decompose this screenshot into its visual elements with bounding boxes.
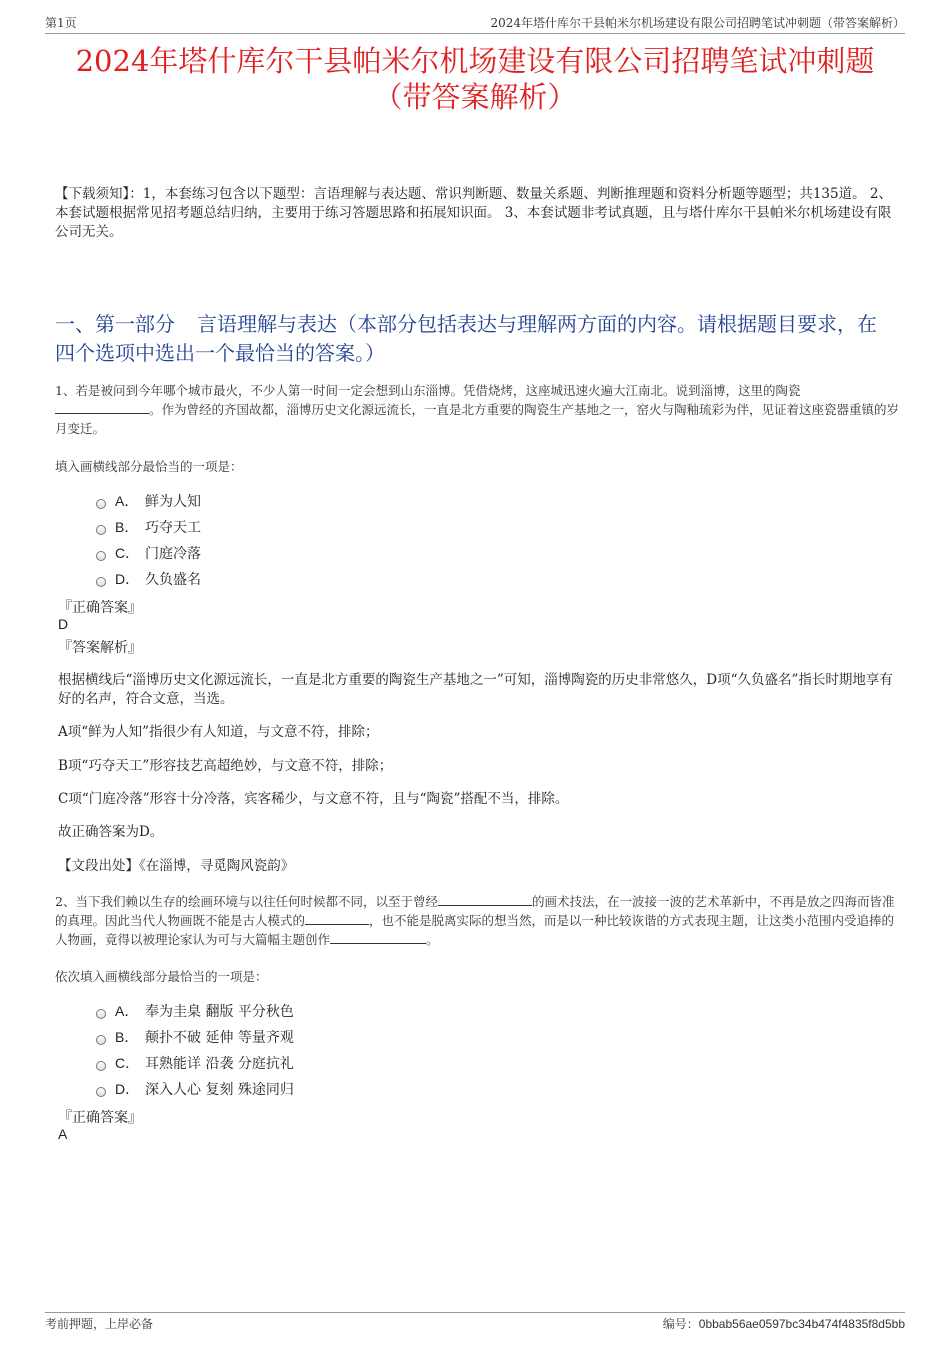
option-b[interactable] xyxy=(96,1024,294,1050)
question-1-text xyxy=(55,381,900,438)
option-letter: C． xyxy=(115,545,140,561)
question-2-text-part: 的画术技法，在一波接一波的艺术革新中，不再是放之四海而皆准的真理。因此当代人物画既不能是古人模式的 xyxy=(55,894,895,928)
analysis-paragraph: 根据横线后“淄博历史文化源远流长，一直是北方重要的陶瓷生产基地之一”可知，淄博陶瓷的历史非常悠久，D项“久负盛名”指长时期地享有好的名声，符合文意，当选。 xyxy=(58,672,893,707)
radio-icon[interactable] xyxy=(96,551,106,561)
footer-code-value: 0bbab56ae0597bc34b474f4835f8d5bb xyxy=(698,1317,905,1331)
radio-icon[interactable] xyxy=(96,1087,106,1097)
title-line-1: 2024年塔什库尔干县帕米尔机场建设有限公司招聘笔试冲刺题 xyxy=(75,44,875,78)
radio-icon[interactable] xyxy=(96,1009,106,1019)
option-text: 门庭冷落 xyxy=(145,546,201,562)
option-text: 奉为圭臬 翻版 平分秋色 xyxy=(145,1004,294,1020)
option-letter: A． xyxy=(115,493,139,509)
page-footer xyxy=(45,1312,905,1332)
analysis-paragraph: A项“鲜为人知”指很少有人知道，与文意不符，排除； xyxy=(58,724,379,740)
radio-icon[interactable] xyxy=(96,1035,106,1045)
question-2-prompt: 依次填入画横线部分最恰当的一项是： xyxy=(55,969,268,984)
correct-answer: A xyxy=(58,1126,68,1142)
analysis-label: 『答案解析』 xyxy=(58,640,142,656)
option-text: 鲜为人知 xyxy=(145,494,201,510)
analysis-paragraph: C项“门庭冷落”形容十分冷落，宾客稀少，与文意不符，且与“陶瓷”搭配不当，排除。 xyxy=(58,791,569,807)
option-c[interactable] xyxy=(96,1050,294,1076)
analysis-paragraph: 故正确答案为D。 xyxy=(58,824,164,840)
fill-blank xyxy=(438,893,532,906)
fill-blank xyxy=(305,912,369,925)
question-2-text-part: 2、当下我们赖以生存的绘画环境与以往任何时候都不同，以至于曾经 xyxy=(55,894,438,909)
download-notice: 【下载须知】：1，本套练习包含以下题型：言语理解与表达题、常识判断题、数量关系题、判断推理题和资料分析题等题型；共135道。 2、本套试题根据常见招考题总结归纳，主要用于练习答题思路和拓展知识面。 3、本套试题非考试真题，且与塔什库尔干县帕米尔机场建设有限公司无关。 xyxy=(55,186,892,240)
question-1-text-part: 。作为曾经的齐国故都，淄博历史文化源远流长，一直是北方重要的陶瓷生产基地之一，窑火与陶釉琉彩为伴，见证着这座瓷器重镇的岁月变迁。 xyxy=(55,402,900,436)
option-letter: A． xyxy=(115,1003,139,1019)
question-1-prompt: 填入画横线部分最恰当的一项是： xyxy=(55,459,243,474)
option-text: 巧夺天工 xyxy=(145,520,201,536)
option-text: 耳熟能详 沿袭 分庭抗礼 xyxy=(145,1056,294,1072)
question-2-text-part: ，也不能是脱离实际的想当然，而是以一种比较诙谐的方式表现主题，让这类小范围内受追捧的人物画，竟得以被理论家认为可与大篇幅主题创作 xyxy=(55,913,895,947)
fill-blank xyxy=(55,401,149,414)
option-text: 久负盛名 xyxy=(145,572,201,588)
option-a[interactable] xyxy=(96,998,294,1024)
source-citation: 【文段出处】《在淄博，寻觅陶风瓷韵》 xyxy=(58,858,295,874)
radio-icon[interactable] xyxy=(96,1061,106,1071)
title-line-2: （带答案解析） xyxy=(373,80,577,114)
page-number: 第1页 xyxy=(45,16,77,30)
option-letter: B． xyxy=(115,1029,139,1045)
footer-code xyxy=(663,1315,905,1332)
section-heading xyxy=(55,310,895,368)
section-description: 言语理解与表达（本部分包括表达与理解两方面的内容。请根据题目要求，在四个选项中选出一个最恰当的答案。） xyxy=(55,312,877,365)
analysis-paragraph: B项“巧夺天工”形容技艺高超绝妙，与文意不符，排除； xyxy=(58,758,393,774)
option-text: 颠扑不破 延伸 等量齐观 xyxy=(145,1030,294,1046)
correct-answer-label: 『正确答案』 xyxy=(58,600,142,616)
option-letter: D． xyxy=(115,571,140,587)
radio-icon[interactable] xyxy=(96,499,106,509)
header-doc-title: 2024年塔什库尔干县帕米尔机场建设有限公司招聘笔试冲刺题（带答案解析） xyxy=(490,16,905,30)
question-2-options xyxy=(96,998,294,1102)
option-d[interactable] xyxy=(96,1076,294,1102)
option-letter: C． xyxy=(115,1055,140,1071)
question-2-text-part: 。 xyxy=(426,932,439,947)
option-c[interactable] xyxy=(96,540,201,566)
footer-slogan: 考前押题，上岸必备 xyxy=(45,1317,154,1331)
correct-answer-label: 『正确答案』 xyxy=(58,1110,142,1126)
radio-icon[interactable] xyxy=(96,525,106,535)
option-text: 深入人心 复刻 殊途同归 xyxy=(145,1082,294,1098)
option-b[interactable] xyxy=(96,514,201,540)
option-letter: D． xyxy=(115,1081,140,1097)
document-title xyxy=(30,43,920,115)
section-part: 一、第一部分 xyxy=(55,312,175,336)
fill-blank xyxy=(330,931,426,944)
option-a[interactable] xyxy=(96,488,201,514)
option-d[interactable] xyxy=(96,566,201,592)
radio-icon[interactable] xyxy=(96,577,106,587)
question-1-options xyxy=(96,488,201,592)
footer-code-label: 编号： xyxy=(662,1317,699,1331)
question-2-text xyxy=(55,892,900,949)
correct-answer: D xyxy=(58,616,69,632)
page-header xyxy=(45,14,905,34)
option-letter: B． xyxy=(115,519,139,535)
question-1-text-part: 1、若是被问到今年哪个城市最火，不少人第一时间一定会想到山东淄博。凭借烧烤，这座城迅速火遍大江南北。说到淄博，这里的陶瓷 xyxy=(55,383,801,398)
